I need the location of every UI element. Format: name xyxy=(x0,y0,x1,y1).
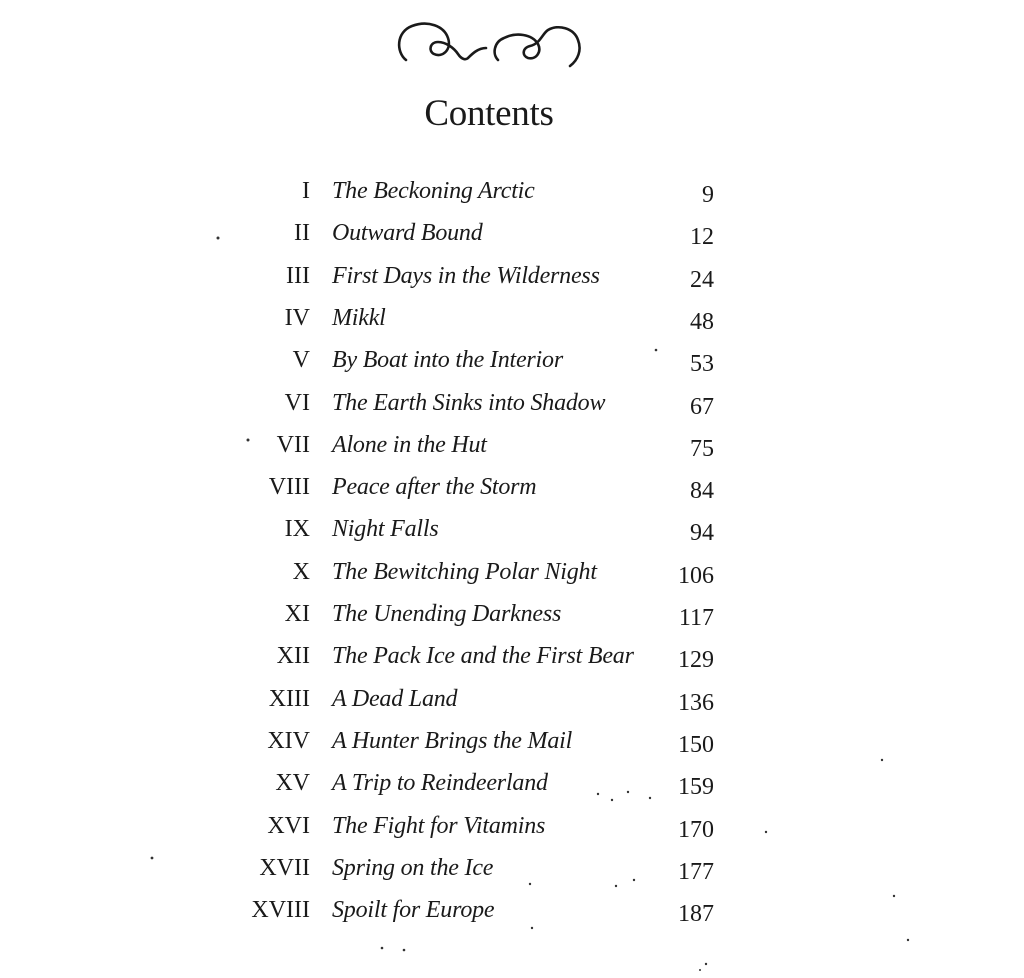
chapter-page-number: 117 xyxy=(678,605,714,631)
chapter-title: Outward Bound xyxy=(332,220,483,247)
chapter-page-number: 170 xyxy=(678,816,714,843)
toc-row xyxy=(0,212,1024,254)
chapter-number: XI xyxy=(284,601,310,627)
chapter-title: The Beckoning Arctic xyxy=(332,178,535,204)
toc-row xyxy=(0,170,1024,212)
chapter-title: Mikkl xyxy=(332,304,386,331)
chapter-title: A Trip to Reindeerland xyxy=(332,770,548,797)
chapter-page-number: 9 xyxy=(702,182,714,208)
chapter-number: XIII xyxy=(268,685,310,712)
chapter-number: VIII xyxy=(268,474,310,501)
toc-row xyxy=(0,678,1024,720)
chapter-number: III xyxy=(286,262,310,289)
chapter-number: XVII xyxy=(259,854,310,881)
chapter-page-number: 48 xyxy=(690,308,714,335)
toc-row xyxy=(0,720,1024,762)
chapter-page-number: 106 xyxy=(678,562,714,589)
chapter-page-number: 53 xyxy=(690,351,714,378)
chapter-title: A Dead Land xyxy=(332,685,458,712)
chapter-page-number: 75 xyxy=(690,435,714,462)
chapter-number: IV xyxy=(284,304,310,331)
toc-row xyxy=(0,466,1024,508)
chapter-number: VII xyxy=(276,431,310,458)
chapter-page-number: 24 xyxy=(690,266,714,293)
chapter-page-number: 136 xyxy=(678,689,714,716)
chapter-title: By Boat into the Interior xyxy=(332,347,563,374)
chapter-number: XVIII xyxy=(251,897,310,924)
chapter-title: The Bewitching Polar Night xyxy=(332,558,597,585)
chapter-number: XIV xyxy=(267,727,310,754)
chapter-title: A Hunter Brings the Mail xyxy=(332,727,573,754)
chapter-page-number: 159 xyxy=(678,774,714,801)
toc-row xyxy=(0,805,1024,847)
chapter-number: IX xyxy=(284,516,310,543)
page-title: Contents xyxy=(424,93,554,134)
toc-row xyxy=(0,889,1024,931)
chapter-page-number: 67 xyxy=(690,393,714,420)
toc-row xyxy=(0,635,1024,677)
chapter-title: The Fight for Vitamins xyxy=(332,812,546,839)
toc-row xyxy=(0,255,1024,297)
chapter-number: V xyxy=(292,347,310,374)
scroll-flourish-icon xyxy=(392,14,584,70)
chapter-title: Peace after the Storm xyxy=(332,474,537,501)
chapter-title: Night Falls xyxy=(332,516,439,543)
chapter-title: The Pack Ice and the First Bear xyxy=(332,643,634,670)
chapter-number: I xyxy=(302,178,310,204)
chapter-title: The Unending Darkness xyxy=(332,601,562,627)
chapter-number: II xyxy=(294,220,310,247)
toc-row xyxy=(0,382,1024,424)
chapter-page-number: 177 xyxy=(678,858,714,885)
chapter-title: First Days in the Wilderness xyxy=(332,262,600,289)
chapter-page-number: 187 xyxy=(678,901,714,928)
toc-row xyxy=(0,424,1024,466)
toc-row xyxy=(0,847,1024,889)
chapter-page-number: 94 xyxy=(690,520,714,547)
toc-row xyxy=(0,339,1024,381)
chapter-number: X xyxy=(292,558,310,585)
toc-row xyxy=(0,551,1024,593)
chapter-title: Alone in the Hut xyxy=(332,431,487,458)
chapter-page-number: 150 xyxy=(678,731,714,758)
chapter-page-number: 12 xyxy=(690,224,714,251)
chapter-number: XV xyxy=(275,770,310,797)
chapter-title: Spring on the Ice xyxy=(332,854,494,881)
chapter-page-number: 129 xyxy=(678,647,714,674)
toc-row xyxy=(0,297,1024,339)
toc-row xyxy=(0,508,1024,550)
chapter-number: VI xyxy=(284,389,310,416)
toc-row xyxy=(0,762,1024,804)
chapter-title: Spoilt for Europe xyxy=(332,897,495,924)
chapter-number: XII xyxy=(276,643,310,670)
toc-row xyxy=(0,593,1024,635)
chapter-title: The Earth Sinks into Shadow xyxy=(332,389,606,416)
chapter-page-number: 84 xyxy=(690,478,714,505)
chapter-number: XVI xyxy=(267,812,310,839)
